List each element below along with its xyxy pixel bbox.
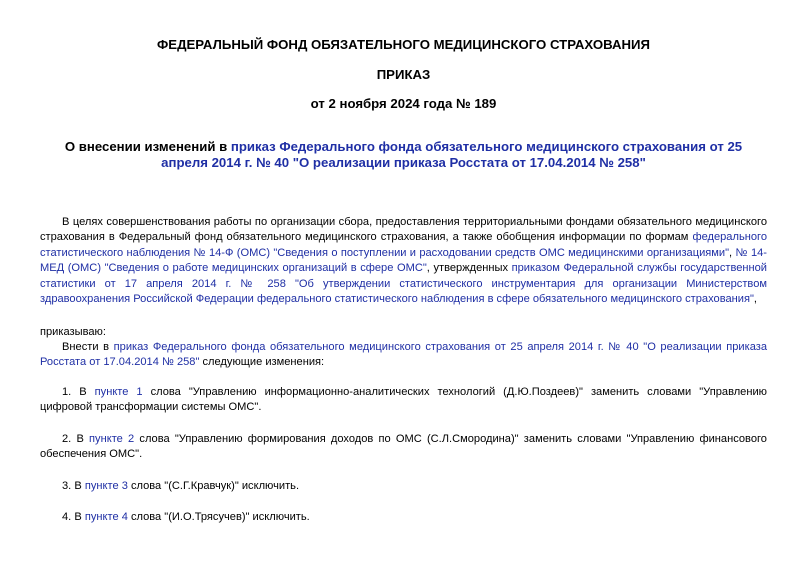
- list-item: [40, 432, 767, 463]
- document-title: [40, 139, 767, 171]
- form-14f-link[interactable]: федерального статистического наблюдения № 14-Ф (ОМС) "Сведения о поступлении и расходовании средств ОМС медицинскими организациями": [40, 231, 767, 259]
- item-prefix: 4. В: [62, 511, 85, 523]
- intro-text-4: ,: [753, 293, 757, 306]
- intro-text-1: В целях совершенствования работы по организации сбора, предоставления территориальными фондами обязательного медицинского страхования в Федеральный фонд обязательного медицинского страхования, а также обобщения информации по формам: [40, 216, 767, 244]
- list-item: [40, 510, 767, 525]
- list-item: [40, 385, 767, 416]
- document-type: ПРИКАЗ: [376, 67, 431, 82]
- insert-paragraph: [40, 340, 767, 371]
- intro-text-3: , утвержденных: [426, 262, 512, 275]
- item-prefix: 2. В: [62, 433, 90, 445]
- rosstat-order-link[interactable]: приказом Федеральной службы государственной статистики от 17 апреля 2014 г. № 258 "Об утверждении статистического инструментария для организации Министерством здравоохранения Российской Федерации федерального статистического наблюдения в сфере обязательного медицинского страхования": [40, 262, 768, 306]
- item-text: слова "Управлению информационно-аналитических технологий (Д.Ю.Поздеев)" заменить словами "Управлению цифровой трансформации системы ОМС".: [40, 386, 767, 414]
- intro-paragraph: [40, 215, 767, 307]
- item-prefix: 1. В: [62, 386, 95, 398]
- item-text: слова "Управлению формирования доходов по ОМС (С.Л.Смородина)" заменить словами "Управлению финансового обеспечения ОМС".: [40, 433, 767, 461]
- organization-name: ФЕДЕРАЛЬНЫЙ ФОНД ОБЯЗАТЕЛЬНОГО МЕДИЦИНСКОГО СТРАХОВАНИЯ: [157, 37, 650, 52]
- item-point-link[interactable]: пункте 1: [94, 386, 143, 398]
- item-text: слова "(С.Г.Кравчук)" исключить.: [127, 480, 300, 492]
- item-point-link[interactable]: пункте 3: [84, 480, 128, 492]
- list-item: [40, 479, 767, 494]
- item-text: слова "(И.О.Трясучев)" исключить.: [127, 511, 310, 523]
- item-point-link[interactable]: пункте 4: [84, 511, 128, 523]
- title-prefix: О внесении изменений в: [64, 139, 231, 154]
- item-prefix: 3. В: [62, 480, 85, 492]
- intro-text-2: ,: [729, 246, 736, 259]
- title-order-link[interactable]: приказ Федерального фонда обязательного медицинского страхования от 25 апреля 2014 г. № 40 "О реализации приказа Росстата от 17.04.2014 № 258": [161, 139, 743, 170]
- insert-order-link[interactable]: приказ Федерального фонда обязательного медицинского страхования от 25 апреля 2014 г. № 40 "О реализации приказа Росстата от 17.04.2014 № 258": [40, 341, 767, 369]
- item-point-link[interactable]: пункте 2: [89, 433, 135, 445]
- document-date-number: от 2 ноября 2024 года № 189: [310, 96, 497, 111]
- form-14med-link[interactable]: № 14-МЕД (ОМС) "Сведения о работе медицинских организаций в сфере ОМС": [40, 246, 767, 275]
- insert-text-1: Внести в: [62, 341, 114, 353]
- insert-text-2: следующие изменения:: [199, 356, 325, 369]
- order-word: приказываю:: [40, 326, 106, 338]
